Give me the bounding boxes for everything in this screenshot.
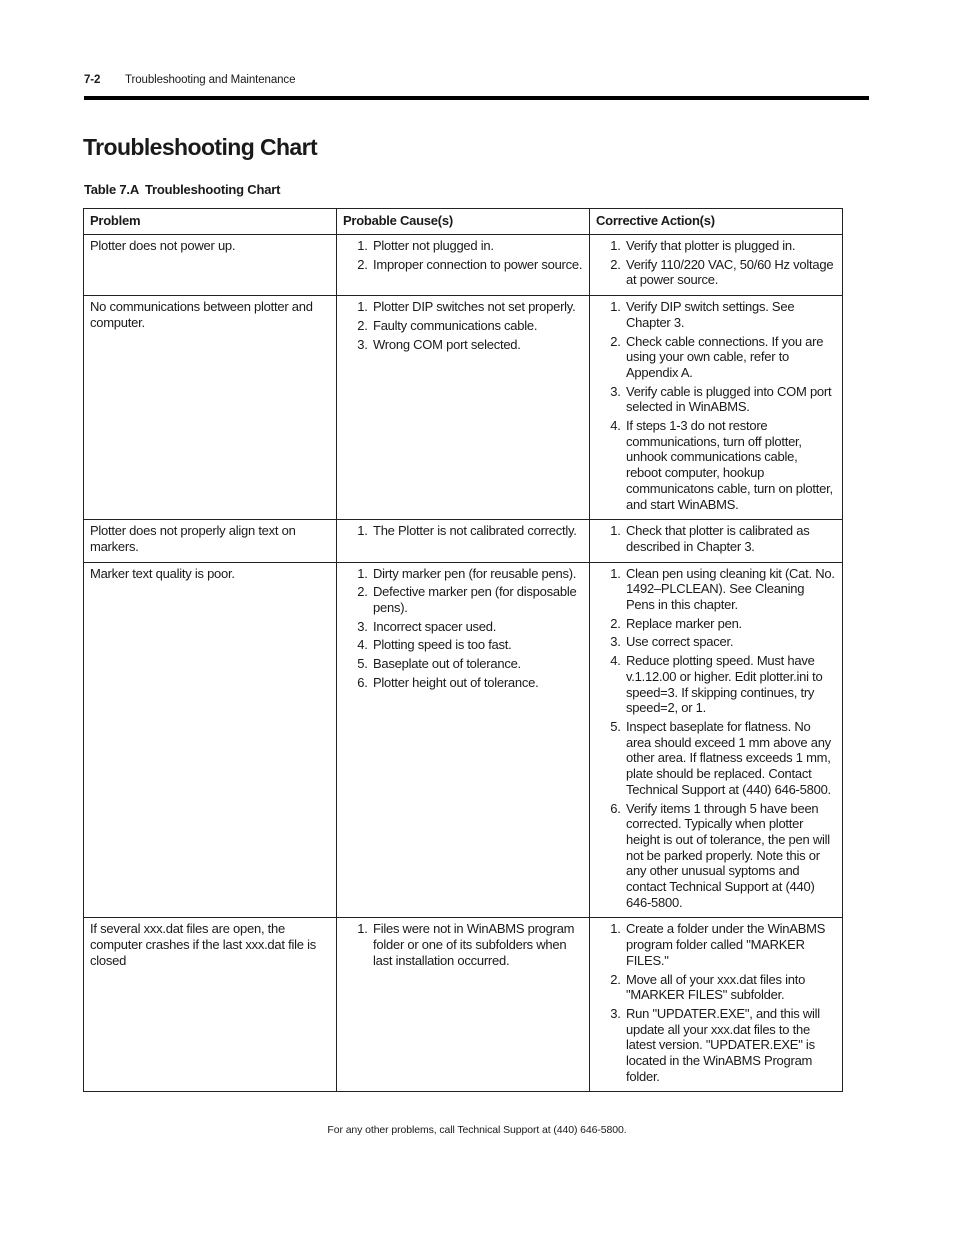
footer-note: For any other problems, call Technical Support at (440) 646-5800.: [327, 1124, 627, 1136]
page-number: 7-2: [84, 74, 101, 86]
action-list: [596, 566, 836, 911]
action-item: 3. Use correct spacer.: [624, 634, 836, 650]
action-item: 2. Replace marker pen.: [624, 616, 836, 632]
problem-cell: Plotter does not properly align text on markers.: [84, 520, 337, 562]
page-title: Troubleshooting Chart: [83, 134, 317, 160]
header-rule: [84, 96, 869, 100]
section-title: Troubleshooting and Maintenance: [125, 74, 296, 86]
action-item: 4. Reduce plotting speed. Must have v.1.12.00 or higher. Edit plotter.ini to speed=3. If skipping continues, try speed=2, or 1.: [624, 653, 836, 716]
actions-cell: [590, 918, 843, 1092]
action-item: 5. Inspect baseplate for flatness. No area should exceed 1 mm above any other area. If flatness exceeds 1 mm, plate should be replaced. Contact Technical Support at (440) 646-5800.: [624, 719, 836, 798]
action-list: [596, 299, 836, 512]
column-header-actions: Corrective Action(s): [590, 209, 843, 235]
cause-item: 6. Plotter height out of tolerance.: [371, 675, 583, 691]
cause-item: 3. Incorrect spacer used.: [371, 619, 583, 635]
cause-item: 1. Plotter not plugged in.: [371, 238, 583, 254]
cause-item: 5. Baseplate out of tolerance.: [371, 656, 583, 672]
causes-cell: [337, 296, 590, 520]
action-item: 6. Verify items 1 through 5 have been corrected. Typically when plotter height is out of tolerance, the pen will not be parked properly. Note this or any other unusual syptoms and contact Technical Support at (440) 646-5800.: [624, 801, 836, 911]
cause-item: 1. Plotter DIP switches not set properly.: [371, 299, 583, 315]
table-number: Table 7.A: [84, 182, 140, 197]
table-body: [84, 235, 843, 1092]
causes-cell: [337, 562, 590, 918]
action-item: 3. Verify cable is plugged into COM port selected in WinABMS.: [624, 384, 836, 415]
action-list: [596, 523, 836, 554]
actions-cell: [590, 235, 843, 296]
column-header-problem: Problem: [84, 209, 337, 235]
table-row: [84, 296, 843, 520]
cause-item: 2. Defective marker pen (for disposable pens).: [371, 584, 583, 615]
table-row: [84, 562, 843, 918]
cause-item: 1. Dirty marker pen (for reusable pens).: [371, 566, 583, 582]
column-header-causes: Probable Cause(s): [337, 209, 590, 235]
cause-list: [343, 523, 583, 539]
table-caption: [84, 182, 280, 197]
cause-item: 2. Improper connection to power source.: [371, 257, 583, 273]
problem-cell: No communications between plotter and computer.: [84, 296, 337, 520]
actions-cell: [590, 520, 843, 562]
cause-item: 4. Plotting speed is too fast.: [371, 637, 583, 653]
action-item: 1. Create a folder under the WinABMS program folder called "MARKER FILES.": [624, 921, 836, 968]
table-caption-text: Troubleshooting Chart: [145, 182, 281, 197]
cause-list: [343, 238, 583, 272]
actions-cell: [590, 562, 843, 918]
action-item: 2. Move all of your xxx.dat files into "MARKER FILES" subfolder.: [624, 972, 836, 1003]
action-list: [596, 238, 836, 288]
cause-list: [343, 299, 583, 352]
table-header-row: [84, 209, 843, 235]
cause-item: 3. Wrong COM port selected.: [371, 337, 583, 353]
action-item: 2. Check cable connections. If you are using your own cable, refer to Appendix A.: [624, 334, 836, 381]
action-item: 1. Verify that plotter is plugged in.: [624, 238, 836, 254]
action-list: [596, 921, 836, 1084]
cause-list: [343, 566, 583, 691]
troubleshooting-table: [83, 208, 843, 1092]
problem-cell: Marker text quality is poor.: [84, 562, 337, 918]
cause-list: [343, 921, 583, 968]
actions-cell: [590, 296, 843, 520]
cause-item: 1. Files were not in WinABMS program folder or one of its subfolders when last installation occurred.: [371, 921, 583, 968]
running-header: [84, 74, 295, 86]
cause-item: 1. The Plotter is not calibrated correctly.: [371, 523, 583, 539]
causes-cell: [337, 235, 590, 296]
table-row: [84, 918, 843, 1092]
action-item: 1. Clean pen using cleaning kit (Cat. No. 1492–PLCLEAN). See Cleaning Pens in this chapter.: [624, 566, 836, 613]
causes-cell: [337, 520, 590, 562]
problem-cell: Plotter does not power up.: [84, 235, 337, 296]
problem-cell: If several xxx.dat files are open, the computer crashes if the last xxx.dat file is closed: [84, 918, 337, 1092]
table-row: [84, 520, 843, 562]
causes-cell: [337, 918, 590, 1092]
action-item: 2. Verify 110/220 VAC, 50/60 Hz voltage at power source.: [624, 257, 836, 288]
action-item: 3. Run "UPDATER.EXE", and this will update all your xxx.dat files to the latest version. "UPDATER.EXE" is located in the WinABMS Program folder.: [624, 1006, 836, 1085]
action-item: 1. Check that plotter is calibrated as described in Chapter 3.: [624, 523, 836, 554]
cause-item: 2. Faulty communications cable.: [371, 318, 583, 334]
table-row: [84, 235, 843, 296]
action-item: 4. If steps 1-3 do not restore communications, turn off plotter, unhook communications cable, reboot computer, hookup communicatons cable, turn on plotter, and start WinABMS.: [624, 418, 836, 512]
action-item: 1. Verify DIP switch settings. See Chapter 3.: [624, 299, 836, 330]
